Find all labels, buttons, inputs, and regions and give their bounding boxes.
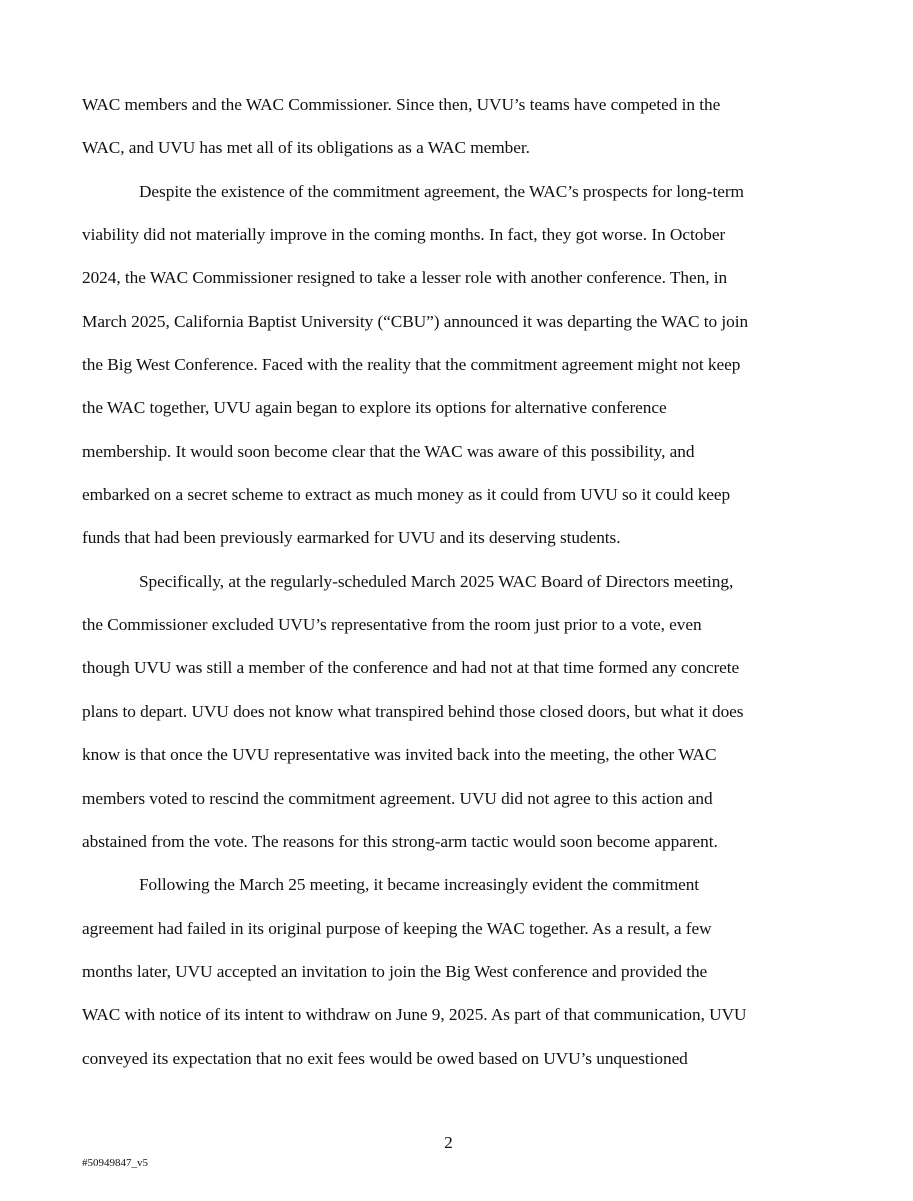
- text-line: members voted to rescind the commitment agreement. UVU did not agree to this action and: [82, 788, 713, 808]
- document-body: [82, 90, 822, 1087]
- paragraph-first-line: Specifically, at the regularly-scheduled March 2025 WAC Board of Directors meeting,: [139, 571, 734, 591]
- text-line: the Commissioner excluded UVU’s representative from the room just prior to a vote, even: [82, 615, 702, 635]
- text-line: months later, UVU accepted an invitation to join the Big West conference and provided the: [82, 961, 708, 981]
- text-line: WAC, and UVU has met all of its obligations as a WAC member.: [82, 138, 530, 158]
- text-line: abstained from the vote. The reasons for this strong-arm tactic would soon become apparent.: [82, 831, 718, 851]
- text-line: plans to depart. UVU does not know what transpired behind those closed doors, but what it does: [82, 701, 744, 721]
- text-line: the WAC together, UVU again began to explore its options for alternative conference: [82, 398, 667, 418]
- text-line: embarked on a secret scheme to extract as much money as it could from UVU so it could keep: [82, 485, 731, 505]
- page-number: 2: [444, 1133, 453, 1152]
- text-line: 2024, the WAC Commissioner resigned to take a lesser role with another conference. Then, in: [82, 268, 728, 288]
- text-line: March 2025, California Baptist University (“CBU”) announced it was departing the WAC to join: [82, 311, 749, 331]
- text-line: know is that once the UVU representative was invited back into the meeting, the other WAC: [82, 745, 717, 765]
- paragraph-first-line: Following the March 25 meeting, it became increasingly evident the commitment: [139, 875, 700, 895]
- text-line: though UVU was still a member of the conference and had not at that time formed any concrete: [82, 658, 740, 678]
- text-line: WAC members and the WAC Commissioner. Since then, UVU’s teams have competed in the: [82, 95, 721, 114]
- text-line: the Big West Conference. Faced with the reality that the commitment agreement might not keep: [82, 355, 741, 375]
- paragraph-first-line: Despite the existence of the commitment agreement, the WAC’s prospects for long-term: [139, 181, 744, 201]
- text-line: conveyed its expectation that no exit fees would be owed based on UVU’s unquestioned: [82, 1048, 688, 1068]
- document-id: #50949847_v5: [82, 1157, 148, 1169]
- text-line: funds that had been previously earmarked for UVU and its deserving students.: [82, 528, 621, 548]
- text-line: viability did not materially improve in the coming months. In fact, they got worse. In October: [82, 225, 726, 245]
- text-line: WAC with notice of its intent to withdraw on June 9, 2025. As part of that communication, UVU: [82, 1005, 747, 1025]
- text-line: agreement had failed in its original purpose of keeping the WAC together. As a result, a few: [82, 918, 712, 938]
- text-line: membership. It would soon become clear that the WAC was aware of this possibility, and: [82, 441, 695, 461]
